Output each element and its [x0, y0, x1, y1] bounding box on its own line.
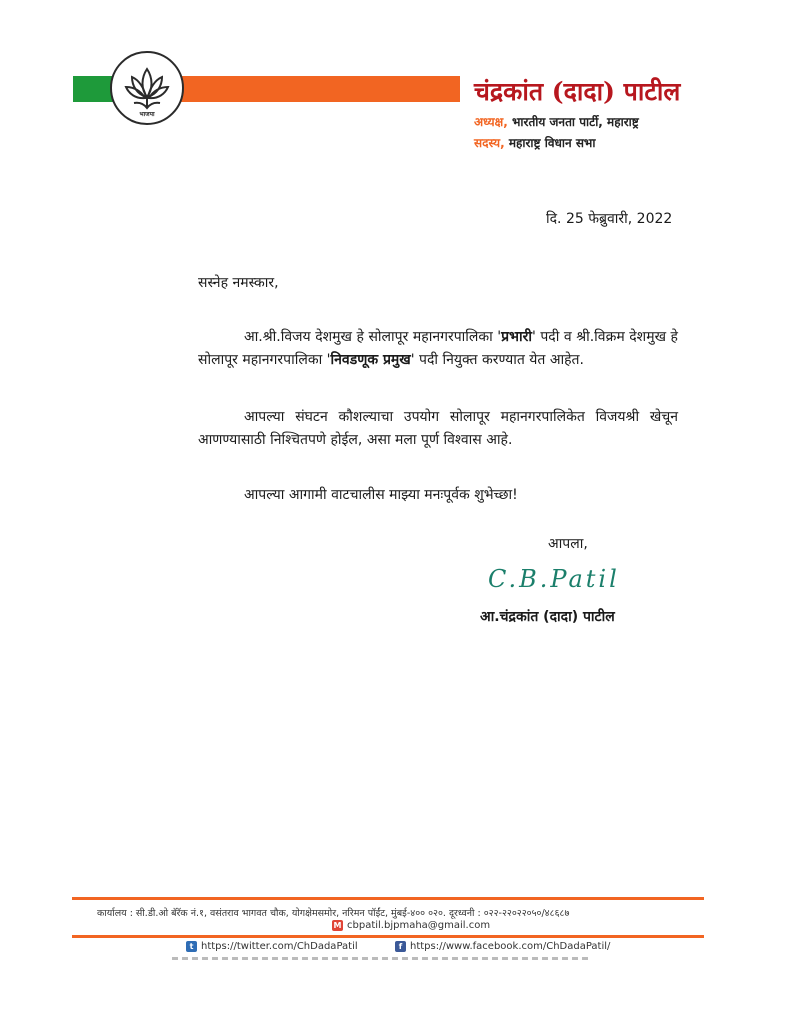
footer-address: कार्यालय : सी.डी.ओ बॅरॅक नं.१, वसंतराव भागवत चौक, योगक्षेमसमोर, नरिमन पॉईंट, मुंबई-४०० ०२०. दूरध्वनी : ०२२-२२०२२०५०/४८६८७: [97, 908, 570, 919]
footer-facebook: [395, 941, 610, 952]
paragraph-text: ' पदी नियुक्त करण्यात येत आहेत.: [410, 352, 584, 368]
letterhead-designation-2: [474, 134, 595, 151]
bold-term: प्रभारी: [501, 329, 532, 345]
footer-email: [332, 920, 490, 931]
cropped-footer-line: [172, 957, 592, 960]
body-paragraph-1: [198, 326, 678, 372]
designation-desc: महाराष्ट्र विधान सभा: [504, 136, 596, 150]
letter-date: दि. 25 फेब्रुवारी, 2022: [546, 211, 673, 227]
body-paragraph-3: आपल्या आगामी वाटचालीस माझ्या मनःपूर्वक शुभेच्छा!: [244, 487, 518, 503]
letterhead-name: चंद्रकांत (दादा) पाटील: [474, 77, 681, 106]
footer-divider: [72, 897, 704, 900]
paragraph-text: ' पदी व श्री.विक्रम देशमुख हे सोलापूर महानगरपालिका ': [198, 329, 678, 368]
facebook-link: https://www.facebook.com/ChDadaPatil/: [410, 941, 611, 952]
footer-divider: [72, 935, 704, 938]
mail-icon: M: [333, 921, 342, 930]
designation-role: सदस्य,: [474, 136, 505, 150]
bold-term: निवडणूक प्रमुख: [330, 352, 411, 368]
salutation: सस्नेह नमस्कार,: [198, 275, 279, 291]
twitter-icon: t: [186, 941, 197, 952]
logo-text: भाजपा: [139, 111, 155, 118]
twitter-link: https://twitter.com/ChDadaPatil: [201, 941, 358, 952]
closing: आपला,: [548, 536, 588, 552]
designation-desc: भारतीय जनता पार्टी, महाराष्ट्र: [507, 115, 639, 129]
designation-role: अध्यक्ष,: [474, 115, 508, 129]
lotus-logo-icon: [110, 51, 184, 125]
paragraph-text: आ.श्री.विजय देशमुख हे सोलापूर महानगरपालिका ': [244, 329, 502, 345]
handwritten-signature: C.B.Patil: [488, 565, 620, 593]
signer-name: आ.चंद्रकांत (दादा) पाटील: [480, 609, 615, 625]
email-text: cbpatil.bjpmaha@gmail.com: [347, 920, 491, 931]
facebook-icon: f: [395, 941, 406, 952]
letterhead-designation-1: [474, 113, 639, 130]
body-paragraph-2: आपल्या संघटन कौशल्याचा उपयोग सोलापूर महानगरपालिकेत विजयश्री खेचून आणण्यासाठी निश्चितपणे होईल, असा मला पूर्ण विश्वास आहे.: [198, 409, 678, 448]
footer-twitter: [186, 941, 358, 952]
